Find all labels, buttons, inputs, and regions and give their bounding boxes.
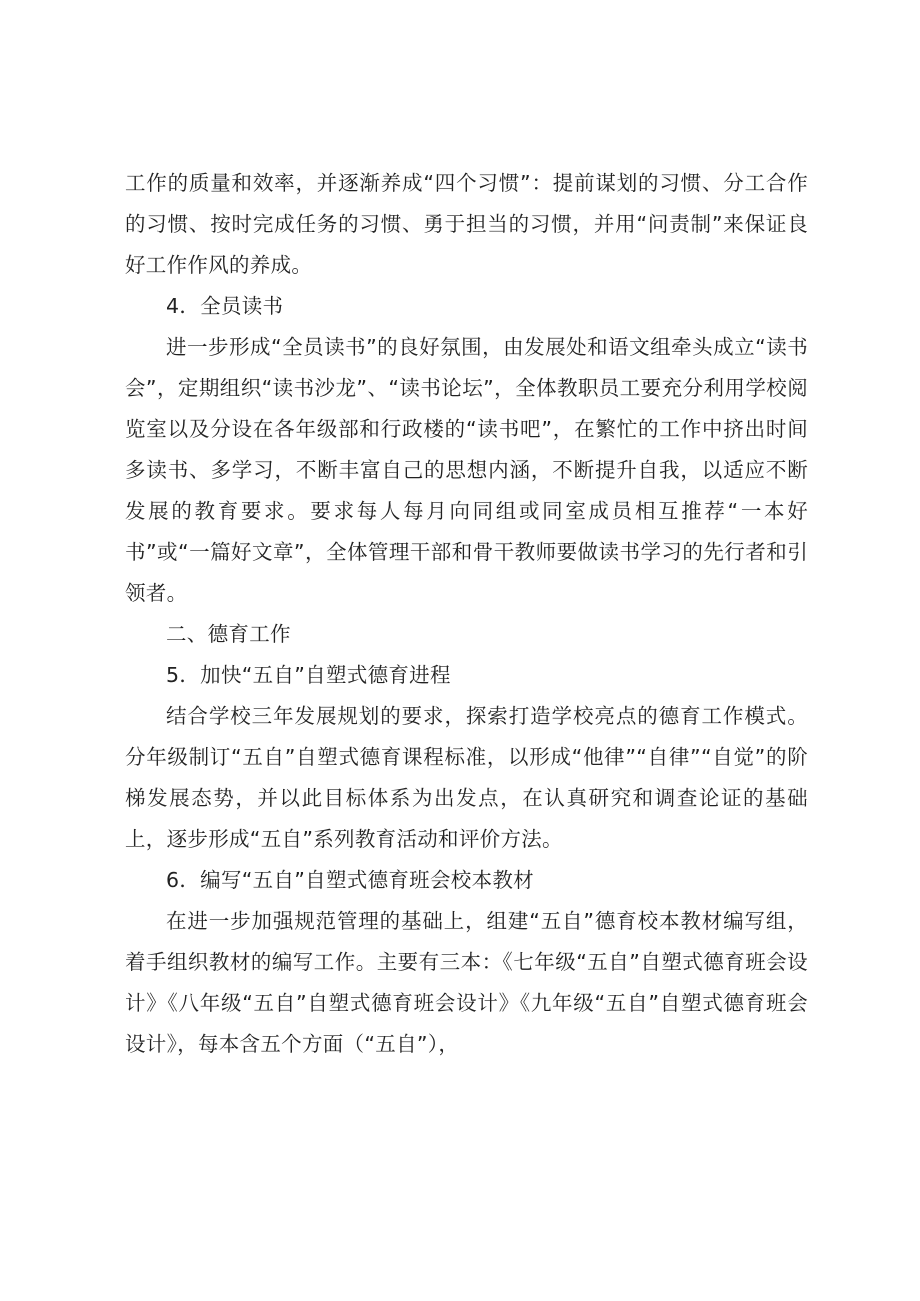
paragraph-five-self-process: 结合学校三年发展规划的要求，探索打造学校亮点的德育工作模式。分年级制订“五自”自塑式德育课程标准，以形成“他律”“自律”“自觉”的阶梯发展态势，并以此目标体系为出发点，在认真研究和调查论证的基础上，逐步形成“五自”系列教育活动和评价方法。 — [125, 704, 808, 851]
document-body — [125, 163, 808, 1065]
heading-textbook: 6．编写“五自”自塑式德育班会校本教材 — [166, 868, 534, 892]
heading-moral-education: 二、德育工作 — [166, 622, 291, 646]
paragraph-textbook: 在进一步加强规范管理的基础上，组建“五自”德育校本教材编写组，着手组织教材的编写工作。主要有三本：《七年级“五自”自塑式德育班会设计》《八年级“五自”自塑式德育班会设计》《九年级“五自”自塑式德育班会设计》，每本含五个方面（“五自”）， — [125, 909, 808, 1056]
paragraph-reading: 进一步形成“全员读书”的良好氛围，由发展处和语文组牵头成立“读书会”，定期组织“读书沙龙”、“读书论坛”，全体教职员工要充分利用学校阅览室以及分设在各年级部和行政楼的“读书吧”，在繁忙的工作中挤出时间多读书、多学习，不断丰富自己的思想内涵，不断提升自我，以适应不断发展的教育要求。要求每人每月向同组或同室成员相互推荐“一本好书”或“一篇好文章”，全体管理干部和骨干教师要做读书学习的先行者和引领者。 — [125, 335, 808, 605]
heading-five-self-process: 5．加快“五自”自塑式德育进程 — [166, 663, 451, 687]
heading-reading: 4．全员读书 — [166, 294, 284, 318]
paragraph-work-habits: 工作的质量和效率，并逐渐养成“四个习惯”：提前谋划的习惯、分工合作的习惯、按时完成任务的习惯、勇于担当的习惯，并用“问责制”来保证良好工作作风的养成。 — [125, 171, 808, 277]
